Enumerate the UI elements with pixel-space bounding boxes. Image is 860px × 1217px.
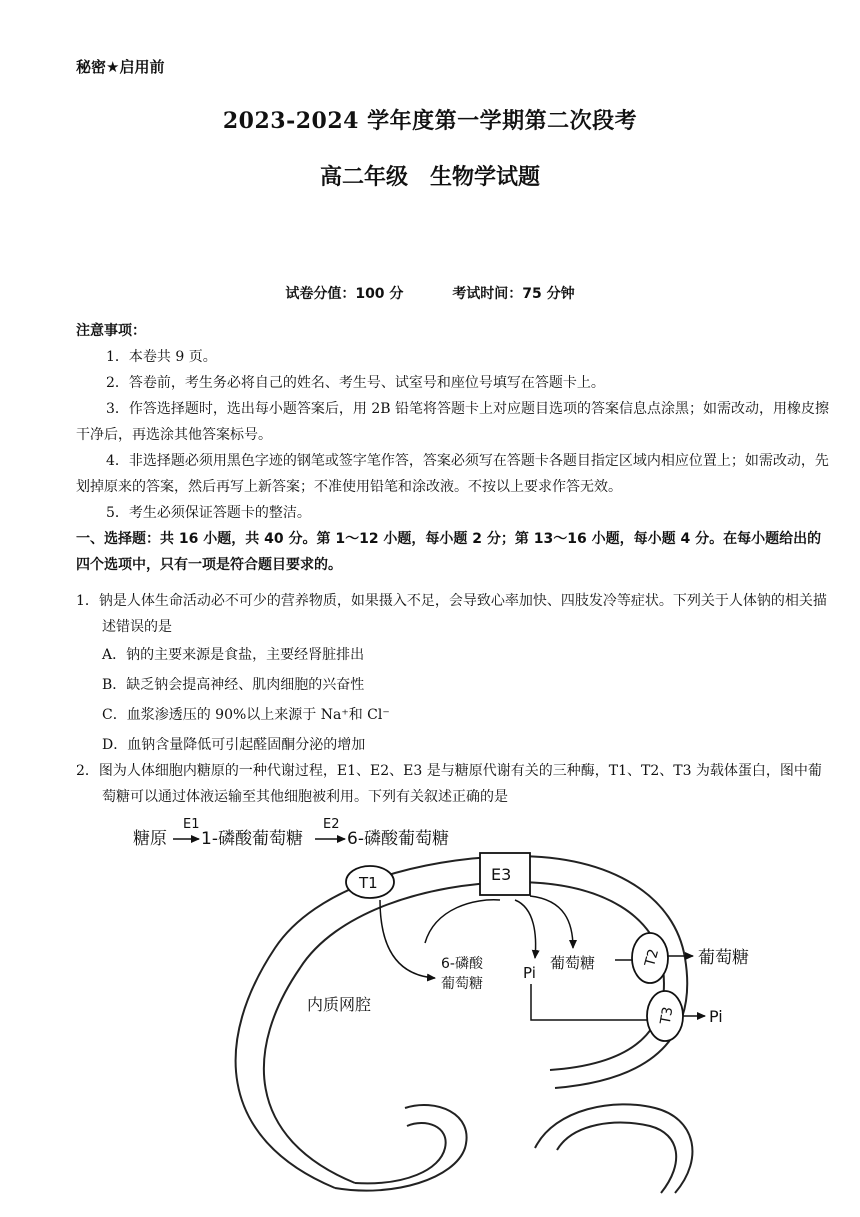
- label-g6p-inside-2: 葡萄糖: [441, 976, 483, 992]
- label-t3: T3: [657, 1005, 677, 1026]
- label-er-lumen: 内质网腔: [307, 995, 372, 1014]
- note-item: 1．本卷共 9 页。: [106, 349, 217, 365]
- label-e2: E2: [323, 817, 340, 832]
- label-glucose-out: 葡萄糖: [698, 948, 749, 968]
- note-item: 2．答卷前，考生务必将自己的姓名、考生号、试室号和座位号填写在答题卡上。: [106, 375, 605, 391]
- note-item: 5．考生必须保证答题卡的整洁。: [106, 505, 311, 521]
- label-t2: T2: [642, 947, 663, 969]
- question-1: [76, 588, 832, 760]
- er-membrane-lower-outer: [335, 1105, 467, 1191]
- arrow-e3-to-glucose: [530, 896, 573, 948]
- note-item: 3．作答选择题时，选出每小题答案后，用 2B 铅笔将答题卡上对应题目选项的答案信息点涂黑；如需改动，用橡皮擦干净后，再选涂其他答案标号。: [76, 401, 829, 443]
- label-glucose-inside: 葡萄糖: [550, 954, 596, 972]
- label-g6p-inside-1: 6-磷酸: [441, 956, 483, 972]
- confidential-label: 秘密★启用前: [76, 58, 165, 76]
- notes-title: 注意事项：: [76, 323, 146, 339]
- label-pi-inside: Pi: [523, 964, 536, 982]
- exam-score: 试卷分值：100 分: [285, 286, 404, 302]
- label-pi-out: Pi: [709, 1007, 723, 1026]
- question-2-stem: 2．图为人体细胞内糖原的一种代谢过程，E1、E2、E3 是与糖原代谢有关的三种酶，T1、T2、T3 为载体蛋白，图中葡萄糖可以通过体液运输至其他细胞被利用。下列有关叙述正确的是: [76, 763, 822, 805]
- question-1-option-d: D．血钠含量降低可引起醛固酮分泌的增加: [102, 737, 366, 753]
- er-membrane-lower-inner: [355, 1123, 446, 1183]
- er-membrane-right-lower-inner: [557, 1123, 676, 1193]
- label-e3: E3: [491, 865, 512, 884]
- note-item: 4．非选择题必须用黑色字迹的钢笔或签字笔作答，答案必须写在答题卡各题目指定区域内相应位置上；如需改动，先划掉原来的答案，然后再写上新答案；不准使用铅笔和涂改液。不按以上要求作答无效。: [76, 453, 829, 495]
- exam-time: 考试时间：75 分钟: [452, 286, 575, 302]
- exam-title: 2023-2024 学年度第一学期第二次段考: [222, 108, 638, 134]
- question-1-stem: 1．钠是人体生命活动必不可少的营养物质，如果摄入不足，会导致心率加快、四肢发冷等症状。下列关于人体钠的相关描述错误的是: [76, 593, 827, 635]
- label-g6p: 6-磷酸葡萄糖: [347, 829, 449, 849]
- question-1-option-c: C．血浆渗透压的 90%以上来源于 Na⁺和 Cl⁻: [102, 707, 390, 723]
- question-1-option-b: B．缺乏钠会提高神经、肌肉细胞的兴奋性: [102, 677, 365, 693]
- arc-e3-left: [425, 900, 500, 943]
- label-t1: T1: [359, 874, 378, 892]
- line-pi-to-t3: [531, 984, 655, 1020]
- question-1-option-a: A．钠的主要来源是食盐，主要经肾脏排出: [102, 647, 365, 663]
- arrow-e3-to-pi: [515, 900, 536, 958]
- section-heading: 一、选择题：共 16 小题，共 40 分。第 1～12 小题，每小题 2 分；第 13～16 小题，每小题 4 分。在每小题给出的四个选项中，只有一项是符合题目要求的。: [76, 531, 822, 573]
- glycogen-metabolism-diagram: [95, 808, 795, 1203]
- label-e1: E1: [183, 817, 200, 832]
- question-2: [76, 758, 832, 810]
- notes-block: [76, 318, 832, 526]
- exam-subtitle: 高二年级 生物学试题: [319, 164, 540, 190]
- exam-meta: [0, 283, 860, 303]
- label-glycogen: 糖原: [133, 829, 167, 849]
- label-g1p: 1-磷酸葡萄糖: [201, 829, 303, 849]
- er-membrane-inner: [264, 882, 664, 1183]
